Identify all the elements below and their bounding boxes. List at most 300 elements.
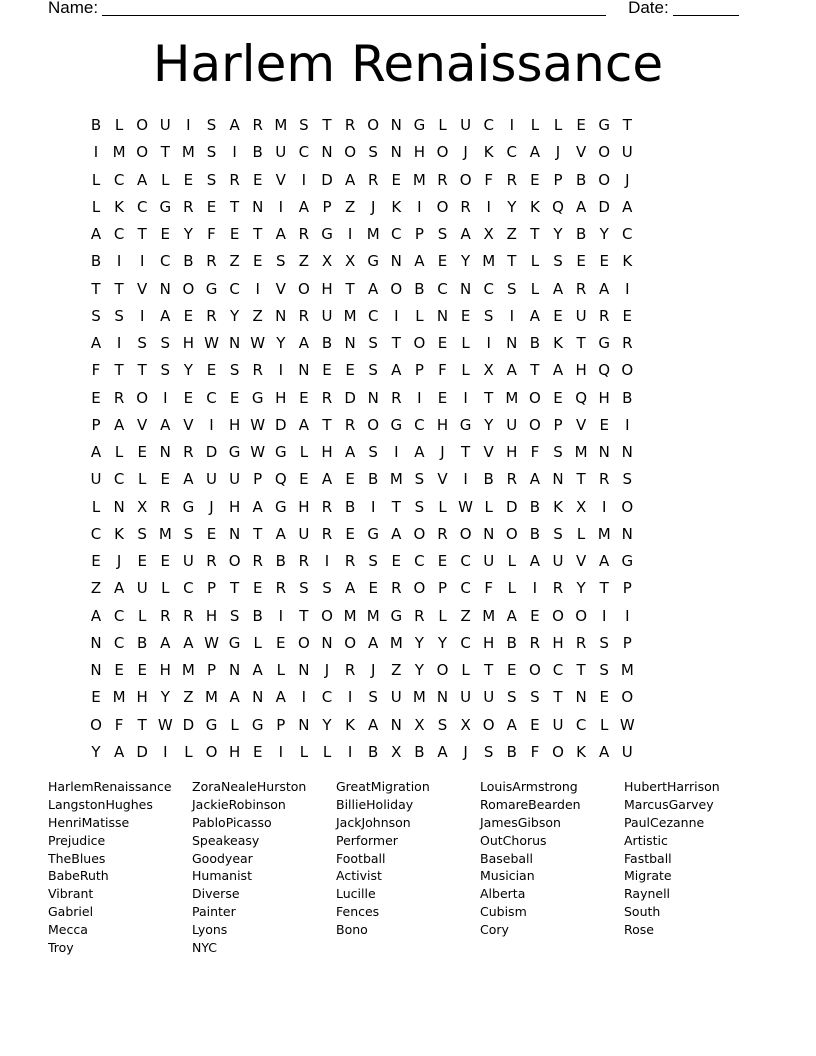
grid-letter: J — [555, 143, 561, 162]
grid-letter: A — [437, 742, 448, 761]
grid-letter: R — [206, 252, 217, 271]
grid-letter: C — [575, 715, 587, 734]
grid-letter: P — [437, 579, 448, 598]
grid-letter: E — [252, 742, 263, 761]
grid-letter: I — [347, 688, 353, 707]
grid-letter: D — [136, 742, 148, 761]
grid-letter: L — [276, 661, 285, 679]
name-label: Name: — [48, 0, 99, 17]
grid-letter: G — [598, 334, 610, 352]
grid-letter: A — [391, 361, 402, 380]
word-column — [624, 778, 768, 957]
grid-letter: C — [113, 606, 125, 625]
grid-letter: E — [183, 306, 194, 325]
grid-letter: A — [368, 633, 379, 652]
word-item: Prejudice — [48, 832, 106, 848]
grid-letter: I — [532, 579, 538, 598]
grid-letter: Y — [507, 197, 517, 216]
grid-letter: T — [461, 443, 471, 461]
grid-letter: O — [621, 497, 634, 516]
grid-letter: L — [576, 524, 586, 543]
grid-letter: O — [459, 524, 472, 543]
grid-letter: L — [530, 279, 540, 298]
grid-letter: Y — [160, 688, 170, 707]
word-item: Alberta — [480, 886, 526, 902]
grid-letter: U — [390, 688, 402, 707]
grid-letter: O — [182, 279, 195, 298]
word-item: Mecca — [48, 922, 88, 938]
grid-letter: A — [252, 661, 263, 679]
grid-letter: F — [530, 443, 540, 461]
grid-letter: B — [275, 552, 286, 570]
grid-letter: V — [575, 143, 587, 162]
grid-letter: S — [553, 252, 563, 271]
grid-letter: G — [321, 225, 333, 243]
grid-letter: L — [138, 606, 147, 625]
grid-letter: S — [368, 688, 378, 707]
grid-letter: V — [137, 279, 148, 298]
grid-letter: P — [553, 415, 563, 434]
grid-letter: M — [205, 688, 218, 707]
grid-letter: G — [621, 552, 634, 570]
grid-letter: E — [391, 552, 402, 570]
word-item: BillieHoliday — [336, 796, 414, 812]
word-item: OutChorus — [480, 832, 547, 848]
grid-letter: N — [436, 688, 449, 707]
grid-letter: C — [391, 225, 402, 243]
date-field[interactable] — [673, 1, 739, 16]
grid-letter: A — [90, 225, 102, 243]
grid-letter: C — [298, 143, 310, 162]
grid-letter: E — [553, 388, 563, 407]
grid-letter: T — [553, 688, 563, 707]
grid-letter: M — [158, 524, 172, 543]
grid-letter: R — [206, 306, 217, 325]
grid-letter: L — [322, 742, 332, 761]
grid-letter: V — [437, 470, 448, 489]
grid-letter: E — [160, 225, 171, 243]
grid-letter: R — [183, 443, 194, 461]
grid-letter: V — [275, 170, 286, 189]
grid-letter: S — [160, 361, 171, 380]
grid-letter: H — [228, 415, 241, 434]
grid-letter: M — [343, 306, 357, 325]
grid-letter: T — [137, 715, 147, 734]
grid-letter: A — [298, 334, 310, 352]
word-item: NYC — [192, 940, 218, 956]
grid-letter: S — [483, 306, 494, 325]
grid-letter: B — [529, 524, 541, 543]
name-field[interactable] — [102, 1, 606, 16]
grid-letter: Q — [552, 197, 564, 216]
grid-letter: O — [621, 361, 634, 380]
grid-letter: R — [529, 633, 541, 652]
grid-letter: I — [301, 170, 307, 189]
grid-letter: C — [229, 279, 240, 298]
grid-letter: R — [391, 579, 402, 598]
grid-letter: B — [483, 470, 494, 489]
grid-letter: S — [206, 170, 217, 189]
grid-letter: S — [414, 470, 425, 489]
grid-letter: X — [483, 361, 494, 380]
grid-letter: A — [506, 606, 517, 625]
grid-letter: B — [575, 170, 587, 189]
grid-letter: O — [575, 606, 587, 625]
grid-letter: I — [417, 388, 422, 407]
grid-letter: O — [297, 279, 310, 298]
word-item: Fastball — [624, 850, 672, 866]
grid-letter: Z — [391, 661, 402, 679]
grid-letter: B — [414, 742, 425, 761]
grid-letter: M — [112, 143, 126, 162]
grid-letter: U — [621, 742, 633, 761]
grid-letter: S — [368, 143, 378, 162]
grid-letter: L — [461, 661, 470, 679]
grid-letter: E — [437, 388, 448, 407]
grid-letter: O — [413, 524, 426, 543]
grid-letter: A — [552, 279, 564, 298]
word-item: Rose — [624, 922, 654, 938]
word-item: GreatMigration — [336, 779, 430, 794]
grid-letter: L — [507, 552, 516, 570]
grid-letter: O — [344, 143, 356, 162]
grid-letter: E — [229, 225, 240, 243]
grid-letter: A — [229, 116, 240, 134]
grid-letter: Z — [298, 252, 310, 271]
grid-letter: M — [366, 225, 380, 243]
grid-letter: S — [368, 334, 378, 352]
grid-letter: H — [483, 633, 495, 652]
grid-letter: M — [620, 661, 634, 679]
grid-letter: R — [414, 606, 425, 625]
grid-letter: H — [205, 606, 218, 625]
grid-letter: T — [137, 225, 147, 243]
grid-letter: O — [136, 143, 149, 162]
grid-letter: S — [437, 715, 448, 734]
grid-letter: T — [230, 579, 240, 598]
grid-letter: Y — [484, 415, 494, 434]
grid-letter: E — [91, 388, 101, 407]
grid-letter: U — [275, 143, 287, 162]
grid-letter: M — [389, 470, 403, 489]
grid-letter: A — [529, 143, 541, 162]
grid-letter: O — [367, 116, 380, 134]
grid-letter: T — [599, 579, 609, 598]
grid-letter: C — [113, 225, 125, 243]
grid-letter: L — [461, 334, 470, 352]
grid-letter: R — [391, 388, 402, 407]
grid-letter: A — [90, 606, 102, 625]
grid-letter: R — [160, 497, 171, 516]
grid-letter: R — [252, 116, 263, 134]
grid-letter: N — [159, 443, 171, 461]
grid-letter: O — [413, 334, 426, 352]
grid-letter: E — [345, 470, 355, 489]
grid-letter: W — [204, 334, 219, 352]
grid-letter: L — [299, 443, 309, 461]
grid-letter: L — [91, 497, 101, 516]
grid-letter: A — [229, 688, 240, 707]
grid-letter: N — [321, 633, 333, 652]
grid-letter: B — [368, 742, 379, 761]
grid-letter: B — [252, 143, 263, 162]
grid-letter: I — [417, 197, 422, 216]
grid-letter: I — [509, 306, 515, 325]
grid-letter: E — [599, 415, 609, 434]
grid-letter: O — [598, 143, 611, 162]
grid-letter: K — [345, 715, 356, 734]
grid-letter: L — [600, 715, 609, 734]
grid-letter: S — [622, 470, 633, 489]
grid-letter: U — [483, 688, 495, 707]
grid-letter: Z — [506, 225, 517, 243]
grid-letter: I — [463, 388, 468, 407]
grid-letter: U — [575, 306, 587, 325]
word-bank — [48, 778, 768, 957]
grid-letter: T — [253, 225, 263, 243]
grid-letter: E — [437, 552, 448, 570]
grid-letter: T — [253, 524, 263, 543]
grid-letter: E — [576, 252, 586, 271]
grid-letter: O — [528, 415, 541, 434]
grid-letter: L — [161, 170, 170, 189]
grid-letter: O — [505, 524, 518, 543]
grid-letter: S — [530, 688, 540, 707]
grid-letter: J — [209, 497, 214, 516]
grid-letter: R — [575, 633, 587, 652]
grid-letter: L — [530, 116, 540, 134]
grid-letter: R — [321, 524, 333, 543]
grid-letter: T — [91, 279, 101, 298]
grid-letter: N — [459, 279, 472, 298]
grid-letter: O — [436, 143, 449, 162]
grid-letter: S — [206, 116, 217, 134]
grid-letter: R — [437, 170, 448, 189]
word-item: HubertHarrison — [624, 779, 720, 794]
grid-letter: A — [298, 415, 310, 434]
grid-letter: I — [278, 606, 284, 625]
grid-letter: S — [137, 524, 147, 543]
grid-letter: I — [347, 742, 353, 761]
grid-letter: R — [344, 552, 356, 570]
grid-letter: O — [482, 715, 495, 734]
grid-letter: W — [250, 415, 266, 434]
grid-letter: O — [436, 661, 449, 679]
grid-letter: G — [228, 633, 241, 652]
grid-letter: E — [576, 116, 586, 134]
grid-letter: C — [113, 633, 125, 652]
grid-letter: N — [228, 334, 241, 352]
grid-letter: M — [389, 633, 403, 652]
grid-letter: U — [90, 470, 102, 489]
word-item: HarlemRenaissance — [48, 779, 172, 794]
grid-letter: G — [205, 279, 218, 298]
grid-letter: A — [160, 306, 171, 325]
grid-letter: O — [528, 661, 541, 679]
grid-letter: T — [137, 361, 147, 380]
grid-letter: I — [625, 415, 630, 434]
grid-letter: Y — [322, 715, 332, 734]
grid-letter: Y — [230, 306, 240, 325]
word-item: Bono — [336, 922, 368, 938]
grid-letter: X — [344, 252, 356, 271]
grid-letter: S — [276, 252, 286, 271]
grid-letter: S — [229, 606, 240, 625]
grid-letter: M — [412, 170, 426, 189]
grid-letter: S — [299, 579, 309, 598]
grid-letter: O — [367, 415, 380, 434]
grid-letter: U — [621, 143, 633, 162]
grid-letter: V — [483, 443, 494, 461]
grid-letter: C — [460, 633, 471, 652]
grid-letter: N — [298, 715, 310, 734]
grid-letter: P — [414, 225, 424, 243]
grid-letter: G — [459, 415, 472, 434]
grid-letter: A — [113, 579, 125, 598]
grid-letter: P — [622, 579, 632, 598]
grid-letter: L — [438, 497, 447, 516]
word-item: PaulCezanne — [624, 814, 705, 830]
grid-letter: P — [206, 661, 217, 679]
grid-letter: H — [506, 443, 518, 461]
grid-letter: M — [181, 661, 195, 679]
grid-letter: H — [228, 742, 241, 761]
grid-letter: T — [576, 334, 586, 352]
grid-letter: L — [91, 197, 101, 216]
grid-letter: P — [553, 170, 563, 189]
grid-letter: I — [625, 279, 630, 298]
grid-letter: N — [321, 143, 333, 162]
grid-letter: R — [321, 388, 333, 407]
grid-letter: T — [391, 497, 401, 516]
grid-letter: U — [506, 415, 518, 434]
grid-letter: T — [484, 661, 494, 679]
grid-letter: I — [93, 143, 99, 162]
grid-letter: N — [90, 633, 102, 652]
grid-letter: Z — [229, 252, 240, 271]
grid-letter: A — [113, 742, 125, 761]
grid-letter: N — [621, 443, 633, 461]
grid-letter: O — [136, 388, 149, 407]
word-item: Gabriel — [48, 904, 94, 920]
grid-letter: E — [229, 388, 240, 407]
grid-letter: I — [116, 252, 122, 271]
word-item: Painter — [192, 904, 236, 920]
grid-letter: I — [278, 361, 284, 380]
grid-letter: A — [321, 470, 333, 489]
grid-letter: H — [321, 443, 333, 461]
grid-letter: N — [390, 143, 402, 162]
grid-letter: E — [183, 388, 194, 407]
grid-letter: X — [137, 497, 148, 516]
grid-letter: L — [91, 170, 101, 189]
word-column — [192, 778, 336, 957]
grid-letter: T — [530, 361, 540, 380]
grid-letter: L — [438, 116, 447, 134]
grid-letter: S — [299, 116, 309, 134]
grid-letter: E — [252, 579, 263, 598]
grid-letter: H — [575, 361, 587, 380]
grid-letter: C — [437, 279, 448, 298]
grid-letter: C — [160, 252, 171, 271]
grid-letter: E — [553, 306, 563, 325]
word-item: LangstonHughes — [48, 796, 153, 812]
grid-letter: B — [252, 606, 263, 625]
grid-letter: A — [414, 443, 425, 461]
grid-letter: I — [186, 116, 191, 134]
grid-letter: T — [114, 361, 124, 380]
grid-letter: A — [599, 279, 610, 298]
grid-letter: I — [139, 306, 145, 325]
grid-letter: P — [622, 633, 632, 652]
grid-letter: K — [529, 197, 540, 216]
grid-letter: E — [530, 606, 540, 625]
grid-letter: A — [529, 470, 541, 489]
grid-letter: Y — [276, 334, 286, 352]
grid-letter: S — [137, 334, 147, 352]
grid-letter: C — [414, 552, 425, 570]
grid-letter: S — [414, 497, 425, 516]
grid-letter: E — [252, 170, 263, 189]
grid-letter: A — [298, 197, 310, 216]
grid-letter: G — [598, 116, 610, 134]
grid-letter: S — [160, 334, 171, 352]
grid-letter: I — [163, 388, 168, 407]
grid-letter: E — [137, 661, 147, 679]
word-item: Troy — [48, 940, 74, 956]
grid-letter: R — [598, 306, 610, 325]
grid-letter: R — [275, 579, 287, 598]
grid-letter: O — [621, 688, 634, 707]
grid-letter: A — [368, 715, 379, 734]
grid-letter: H — [298, 497, 310, 516]
grid-letter: L — [138, 470, 147, 489]
grid-letter: F — [530, 742, 540, 761]
grid-letter: V — [183, 415, 194, 434]
grid-letter: R — [183, 606, 194, 625]
grid-letter: H — [228, 497, 241, 516]
grid-letter: R — [344, 661, 356, 679]
grid-letter: Z — [183, 688, 194, 707]
grid-letter: E — [507, 661, 517, 679]
grid-letter: A — [90, 443, 102, 461]
grid-letter: G — [390, 606, 403, 625]
grid-letter: U — [229, 470, 241, 489]
grid-letter: R — [575, 279, 587, 298]
grid-letter: I — [347, 225, 353, 243]
grid-letter: B — [414, 279, 425, 298]
grid-letter: D — [205, 443, 218, 461]
word-item: Migrate — [624, 868, 672, 884]
word-item: Goodyear — [192, 850, 253, 866]
grid-letter: H — [552, 633, 564, 652]
grid-letter: A — [344, 579, 356, 598]
grid-letter: M — [574, 443, 588, 461]
grid-letter: Y — [576, 579, 586, 598]
grid-letter: Z — [252, 306, 263, 325]
grid-letter: V — [575, 552, 587, 570]
grid-letter: I — [163, 742, 168, 761]
grid-letter: C — [136, 197, 148, 216]
grid-letter: O — [552, 742, 564, 761]
grid-letter: L — [484, 497, 493, 516]
grid-letter: R — [229, 170, 240, 189]
grid-letter: L — [253, 633, 262, 652]
grid-letter: H — [413, 143, 426, 162]
grid-letter: R — [367, 170, 379, 189]
grid-letter: U — [298, 524, 310, 543]
word-item: TheBlues — [48, 850, 106, 866]
